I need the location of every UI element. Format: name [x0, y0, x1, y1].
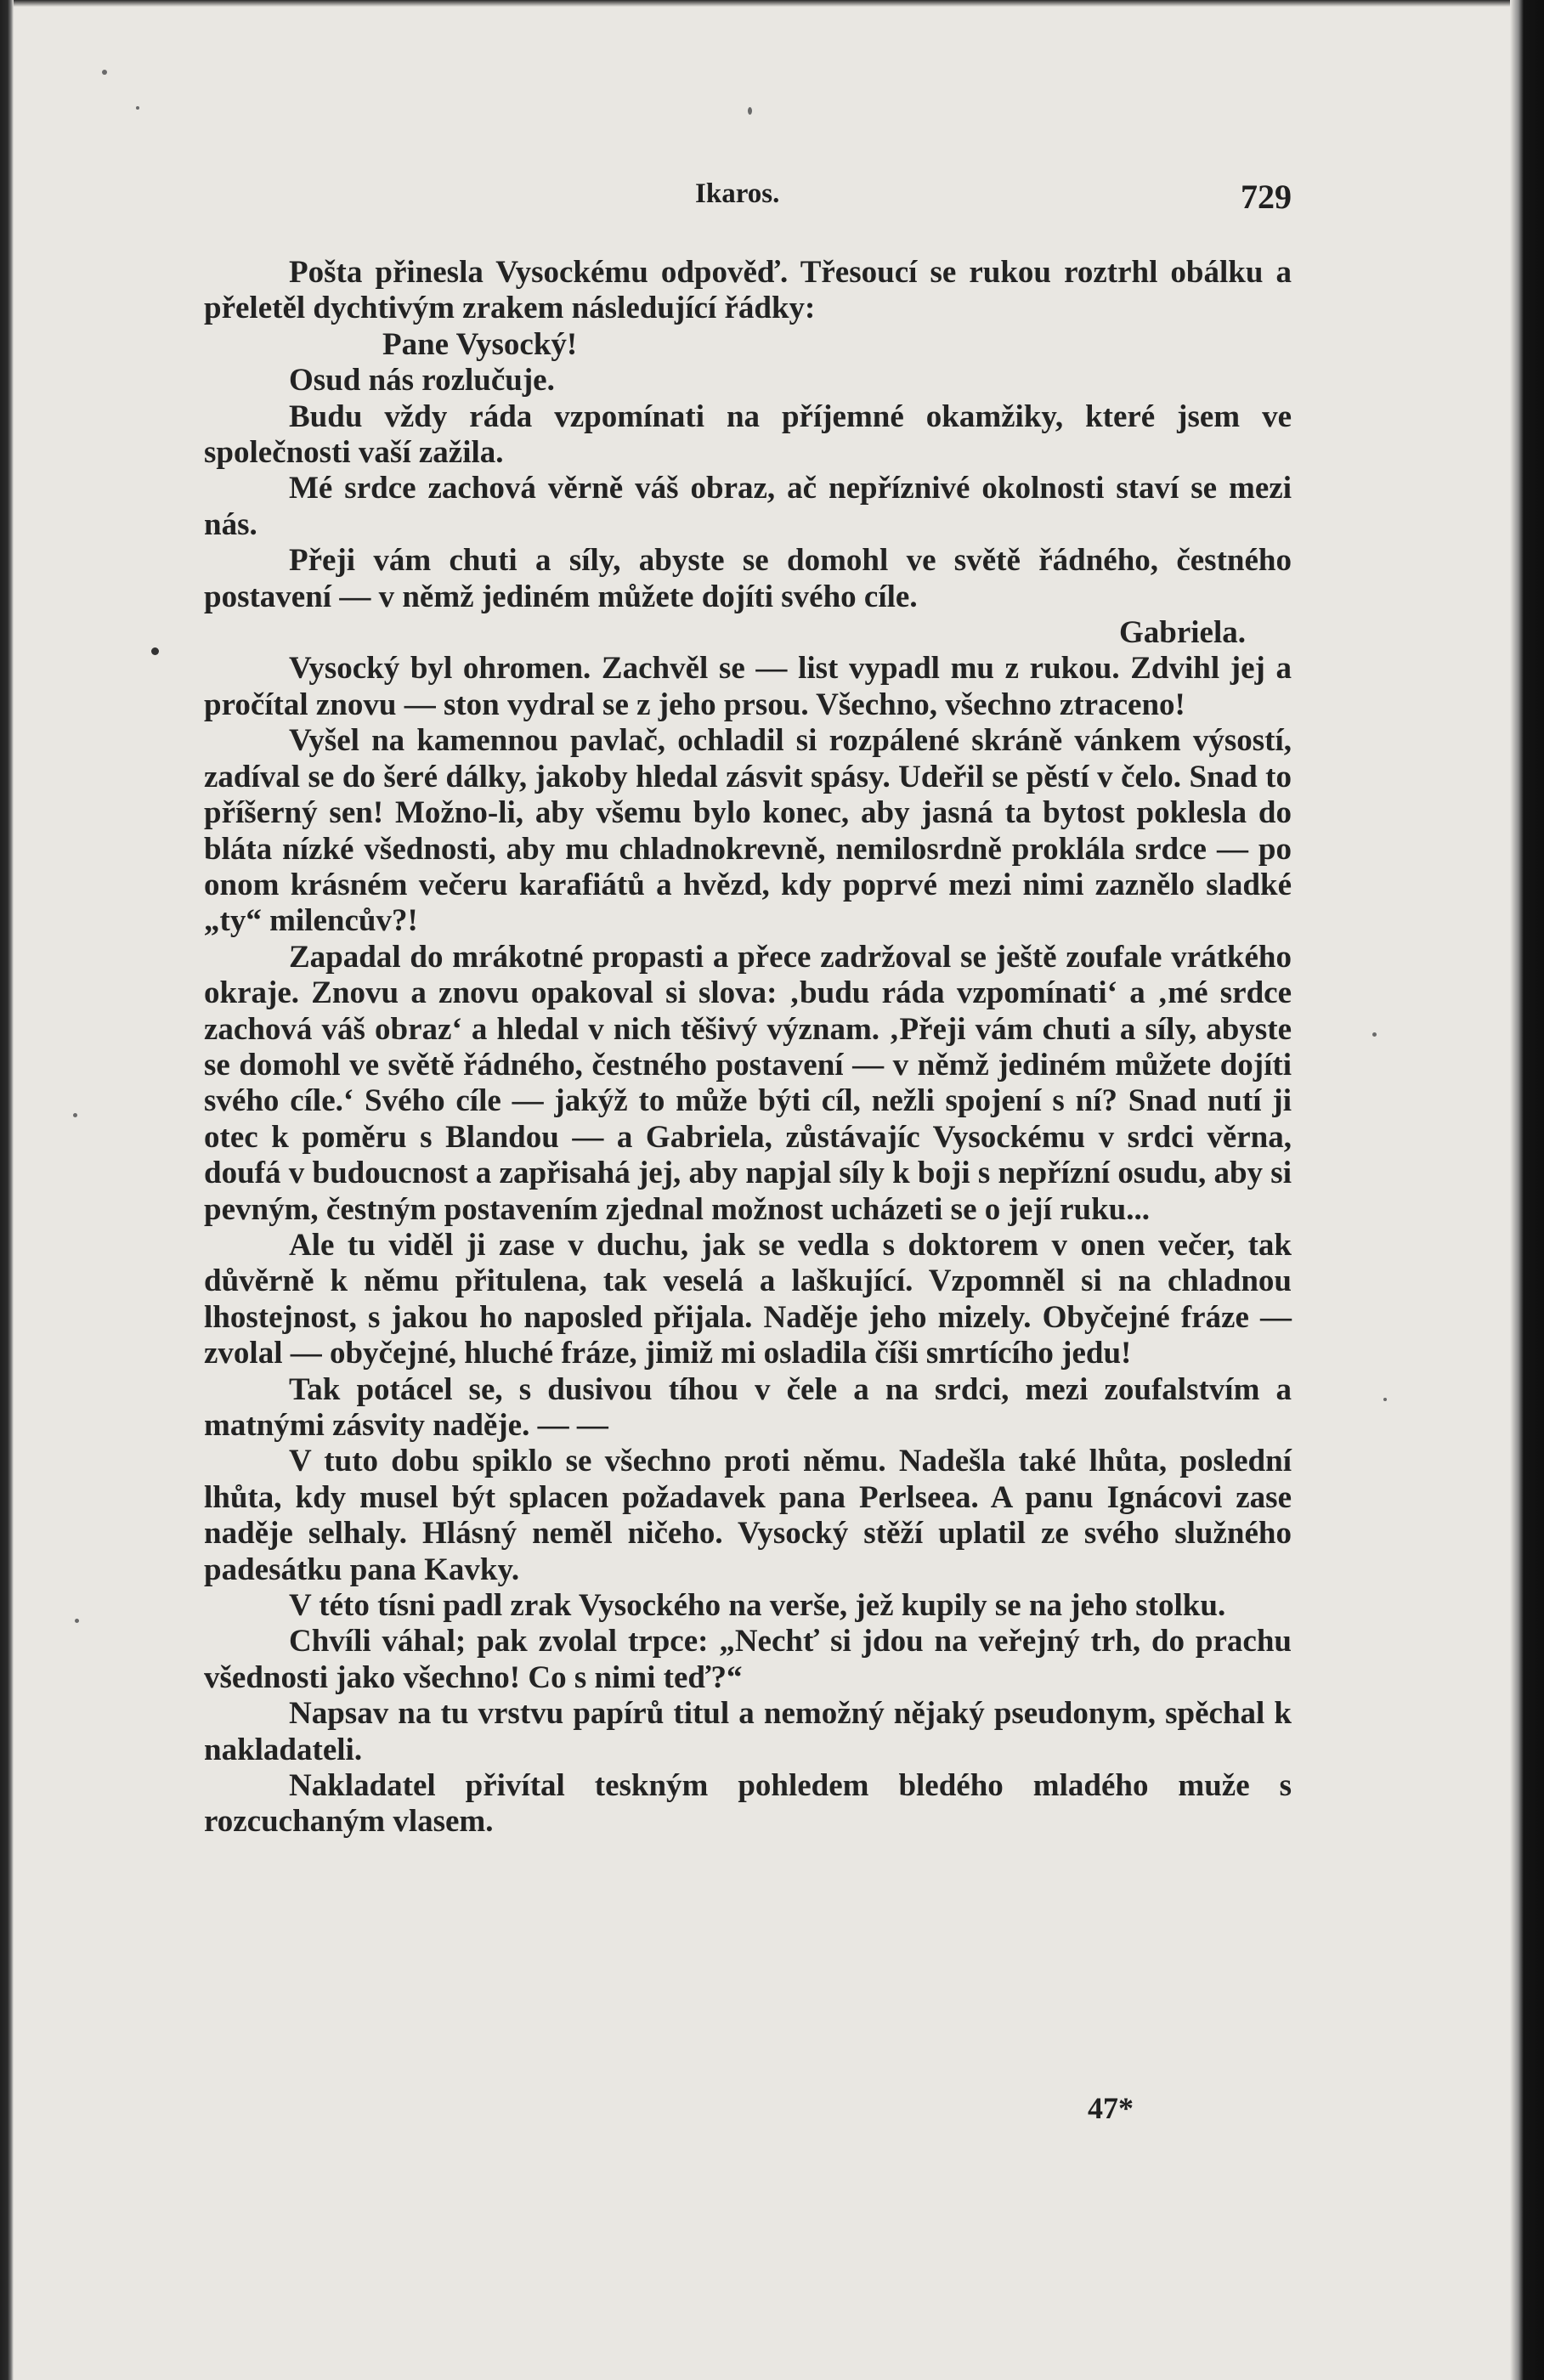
letter-line: Osud nás rozlučuje. [289, 363, 555, 399]
dust-speck [1383, 1398, 1387, 1401]
page-header [204, 178, 1292, 229]
dust-speck [73, 1113, 77, 1117]
dust-speck [75, 1619, 79, 1623]
paragraph: Vysocký byl ohromen. Zachvěl se — list vypadl mu z rukou. Zdvihl jej a pročítal znovu — ston vydral se z jeho prsou. Všechno, všechno ztraceno! [204, 651, 1292, 722]
page-number: 729 [1241, 178, 1292, 216]
paragraph: Chvíli váhal; pak zvolal trpce: „Nechť si jdou na veřejný trh, do prachu všednosti jako všechno! Co s nimi teď?“ [204, 1624, 1292, 1695]
dust-speck [151, 647, 159, 655]
dust-speck [1372, 1032, 1377, 1037]
dust-speck [136, 106, 139, 110]
dust-speck [748, 107, 752, 115]
dust-speck [102, 70, 107, 75]
paragraph: Nakladatel přivítal teskným pohledem bledého mladého muže s rozcuchaným vlasem. [204, 1768, 1292, 1840]
letter-signature: Gabriela. [1118, 615, 1246, 651]
letter-line: Mé srdce zachová věrně váš obraz, ač nepříznivé okolnosti staví se mezi nás. [204, 471, 1292, 542]
page-left-edge [0, 0, 14, 2380]
paragraph: Pošta přinesla Vysockému odpověď. Třesoucí se rukou roztrhl obálku a přeletěl dychtivým zrakem následující řádky: [204, 255, 1292, 326]
body-text [204, 255, 1292, 1840]
printer-signature-mark: 47* [1088, 2091, 1134, 2125]
page-right-edge [1510, 0, 1544, 2380]
letter-line: Budu vždy ráda vzpomínati na příjemné okamžiky, které jsem ve společnosti vaší zažila. [204, 399, 1292, 471]
page-top-shadow [0, 0, 1544, 7]
paragraph: Zapadal do mrákotné propasti a přece zadržoval se ještě zoufale vrátkého okraje. Znovu a znovu opakoval si slova: ‚budu ráda vzpomínati‘ a ‚mé srdce zachová váš obraz‘ a hledal v nich těšivý význam. ‚Přeji vám chuti a síly, abyste se domohl ve světě řádného, čestného postavení — v němž jediném můžete dojíti svého cíle.‘ Svého cíle — jakýž to může býti cíl, nežli spojení s ní? Snad nutí ji otec k poměru s Blandou — a Gabriela, zůstávajíc Vysockému v srdci věrna, doufá v budoucnost a zapřisahá jej, aby napjal síly k boji s nepřízní osudu, aby si pevným, čestným postavením zjednal možnost ucházeti se o její ruku... [204, 939, 1292, 1227]
paragraph: Ale tu viděl ji zase v duchu, jak se vedla s doktorem v onen večer, tak důvěrně k němu přitulena, tak veselá a laškující. Vzpomněl si na chladnou lhostejnost, s jakou ho naposled přijala. Naděje jeho mizely. Obyčejné fráze — zvolal — obyčejné, hluché fráze, jimiž mi osladila číši smrtícího jedu! [204, 1227, 1292, 1371]
paragraph: V této tísni padl zrak Vysockého na verše, jež kupily se na jeho stolku. [289, 1588, 1226, 1624]
paragraph: V tuto dobu spiklo se všechno proti němu. Nadešla také lhůta, poslední lhůta, kdy musel být splacen požadavek pana Perlseea. A panu Ignácovi zase naděje selhaly. Hlásný neměl ničeho. Vysocký stěží uplatil ze svého služného padesátku pana Kavky. [204, 1444, 1292, 1587]
paragraph: Napsav na tu vrstvu papírů titul a nemožný nějaký pseudonym, spěchal k nakladateli. [204, 1696, 1292, 1767]
running-title: Ikaros. [695, 178, 780, 209]
paragraph: Tak potácel se, s dusivou tíhou v čele a na srdci, mezi zoufalstvím a matnými zásvity naděje. — — [204, 1371, 1292, 1443]
paragraph: Vyšel na kamennou pavlač, ochladil si rozpálené skráně vánkem výsostí, zadíval se do šeré dálky, jakoby hledal zásvit spásy. Udeřil se pěstí v čelo. Snad to příšerný sen! Možno-li, aby všemu bylo konec, aby jasná ta bytost poklesla do bláta nízké všednosti, aby mu chladnokrevně, nemilosrdně proklála srdce — po onom krásném večeru karafiátů a hvězd, kdy poprvé mezi nimi zaznělo sladké „ty“ milencův?! [204, 723, 1292, 939]
letter-salutation: Pane Vysocký! [382, 326, 578, 362]
letter-line: Přeji vám chuti a síly, abyste se domohl ve světě řádného, čestného postavení — v němž jediném můžete dojíti svého cíle. [204, 543, 1292, 614]
